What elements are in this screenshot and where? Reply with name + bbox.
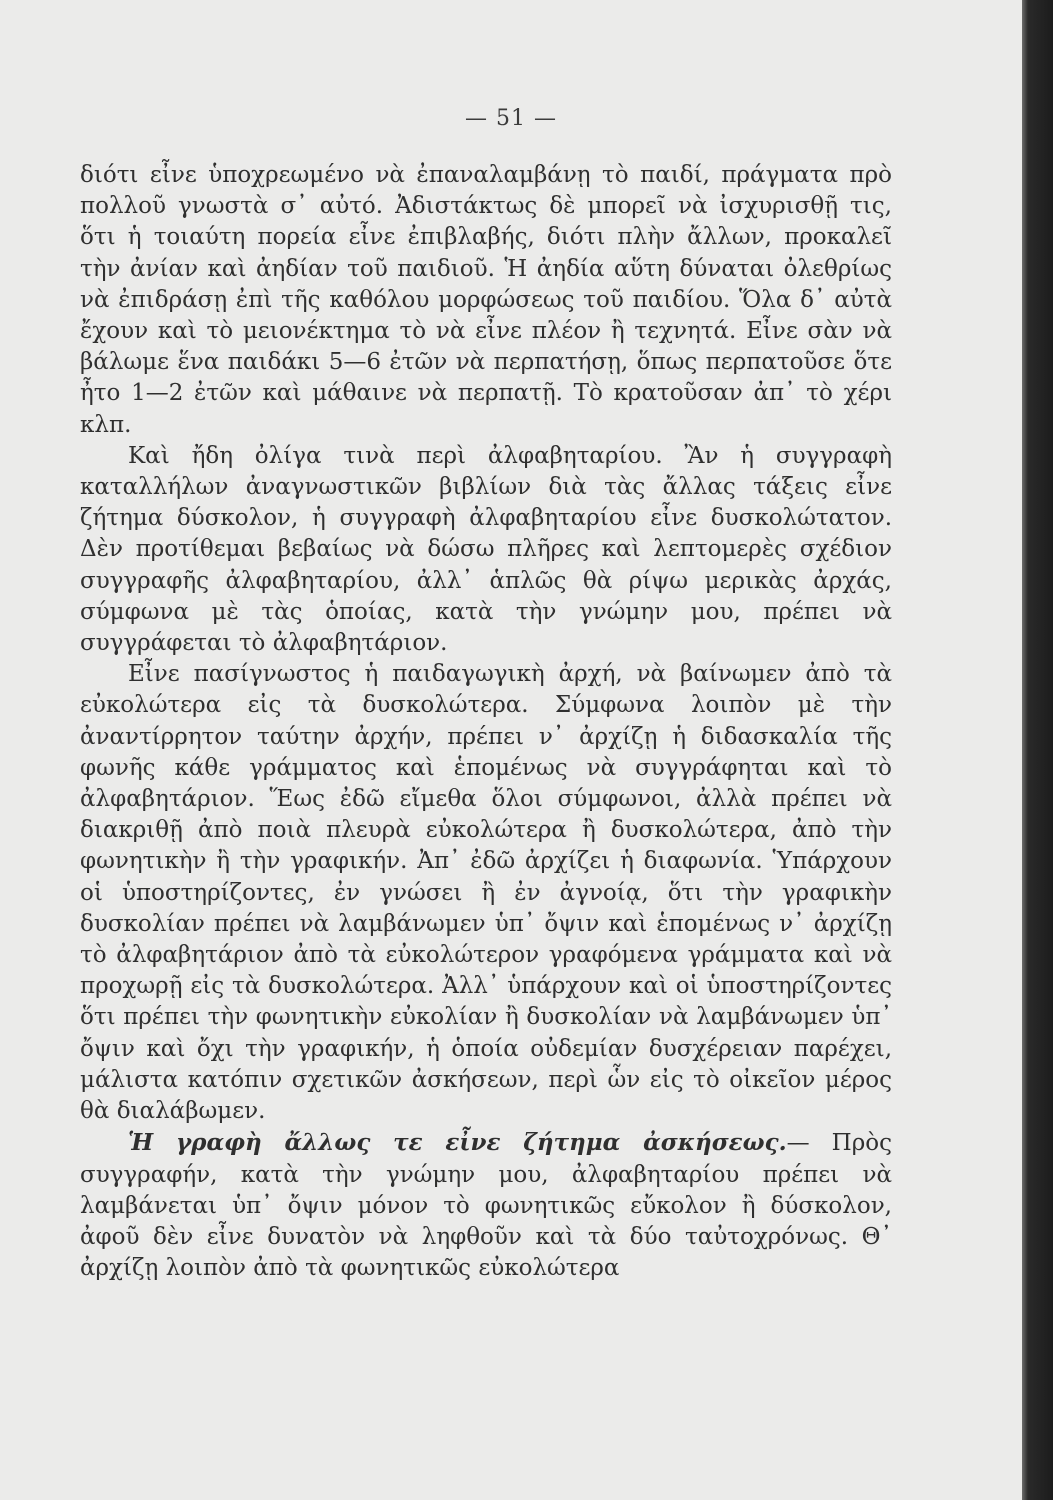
section-heading: Ἡ γραφὴ ἄλλως τε εἶνε ζήτημα ἀσκήσεως. [128,1129,787,1157]
body-text [80,160,892,1284]
paragraph-4 [80,1127,892,1284]
paragraph-4-text: — Πρὸς συγγραφήν, κατὰ τὴν γνώμην μου, ἀλφαβηταρίου πρέπει νὰ λαμβάνεται ὑπ᾿ ὄψιν μόνον τὸ φωνητικῶς εὔκολον ἢ δύσκολον, ἀφοῦ δὲν εἶνε δυνατὸν νὰ ληφθοῦν καὶ τὰ δύο ταὐτοχρόνως. Θ᾿ ἀρχίζῃ λοιπὸν ἀπὸ τὰ φωνητικῶς εὐκολώτερα [80,1130,892,1282]
binding-edge [1022,0,1053,1500]
paragraph-3: Εἶνε πασίγνωστος ἡ παιδαγωγικὴ ἀρχή, νὰ βαίνωμεν ἀπὸ τὰ εὐκολώτερα εἰς τὰ δυσκολώτερα. Σύμφωνα λοιπὸν μὲ τὴν ἀναντίρρητον ταύτην ἀρχήν, πρέπει ν᾿ ἀρχίζῃ ἡ διδασκαλία τῆς φωνῆς κάθε γράμματος καὶ ἑπομένως νὰ συγγράφηται καὶ τὸ ἀλφαβητάριον. Ἕως ἐδῶ εἴμεθα ὅλοι σύμφωνοι, ἀλλὰ πρέπει νὰ διακριθῇ ἀπὸ ποιὰ πλευρὰ εὐκολώτερα ἢ δυσκολώτερα, ἀπὸ τὴν φωνητικὴν ἢ τὴν γραφικήν. Ἀπ᾿ ἐδῶ ἀρχίζει ἡ διαφωνία. Ὑπάρχουν οἱ ὑποστηρίζοντες, ἐν γνώσει ἢ ἐν ἀγνοίᾳ, ὅτι τὴν γραφικὴν δυσκολίαν πρέπει νὰ λαμβάνωμεν ὑπ᾿ ὄψιν καὶ ἑπομένως ν᾿ ἀρχίζῃ τὸ ἀλφαβητάριον ἀπὸ τὰ εὐκολώτερον γραφόμενα γράμματα καὶ νὰ προχωρῇ εἰς τὰ δυσκολώτερα. Ἀλλ᾿ ὑπάρχουν καὶ οἱ ὑποστηρίζοντες ὅτι πρέπει τὴν φωνητικὴν εὐκολίαν ἢ δυσκολίαν νὰ λαμβάνωμεν ὑπ᾿ ὄψιν καὶ ὄχι τὴν γραφικήν, ἡ ὁποία οὐδεμίαν δυσχέρειαν παρέχει, μάλιστα κατόπιν σχετικῶν ἀσκήσεων, περὶ ὧν εἰς τὸ οἰκεῖον μέρος θὰ διαλάβωμεν. [80,661,892,1125]
paragraph-1: διότι εἶνε ὑποχρεωμένο νὰ ἐπαναλαμβάνῃ τὸ παιδί, πράγματα πρὸ πολλοῦ γνωστὰ σ᾿ αὐτό. Ἀδιστάκτως δὲ μπορεῖ νὰ ἰσχυρισθῇ τις, ὅτι ἡ τοιαύτη πορεία εἶνε ἐπιβλαβής, διότι πλὴν ἄλλων, προκαλεῖ τὴν ἀνίαν καὶ ἀηδίαν τοῦ παιδιοῦ. Ἡ ἀηδία αὕτη δύναται ὀλεθρίως νὰ ἐπιδράσῃ ἐπὶ τῆς καθόλου μορφώσεως τοῦ παιδίου. Ὅλα δ᾿ αὐτὰ ἔχουν καὶ τὸ μειονέκτημα τὸ νὰ εἶνε πλέον ἢ τεχνητά. Εἶνε σὰν νὰ βάλωμε ἕνα παιδάκι 5—6 ἐτῶν νὰ περπατήσῃ, ὅπως περπατοῦσε ὅτε ἦτο 1—2 ἐτῶν καὶ μάθαινε νὰ περπατῇ. Τὸ κρατοῦσαν ἀπ᾿ τὸ χέρι κλπ. [80,162,892,438]
paragraph-2: Καὶ ἤδη ὀλίγα τινὰ περὶ ἀλφαβηταρίου. Ἂν ἡ συγγραφὴ καταλλήλων ἀναγνωστικῶν βιβλίων διὰ τὰς ἄλλας τάξεις εἶνε ζήτημα δύσκολον, ἡ συγγραφὴ ἀλφαβηταρίου εἶνε δυσκολώτατον. Δὲν προτίθεμαι βεβαίως νὰ δώσω πλῆρες καὶ λεπτομερὲς σχέδιον συγγραφῆς ἀλφαβηταρίου, ἀλλ᾿ ἁπλῶς θὰ ρίψω μερικὰς ἀρχάς, σύμφωνα μὲ τὰς ὁποίας, κατὰ τὴν γνώμην μου, πρέπει νὰ συγγράφεται τὸ ἀλφαβητάριον. [80,442,892,657]
page-number: — 51 — [465,106,557,131]
